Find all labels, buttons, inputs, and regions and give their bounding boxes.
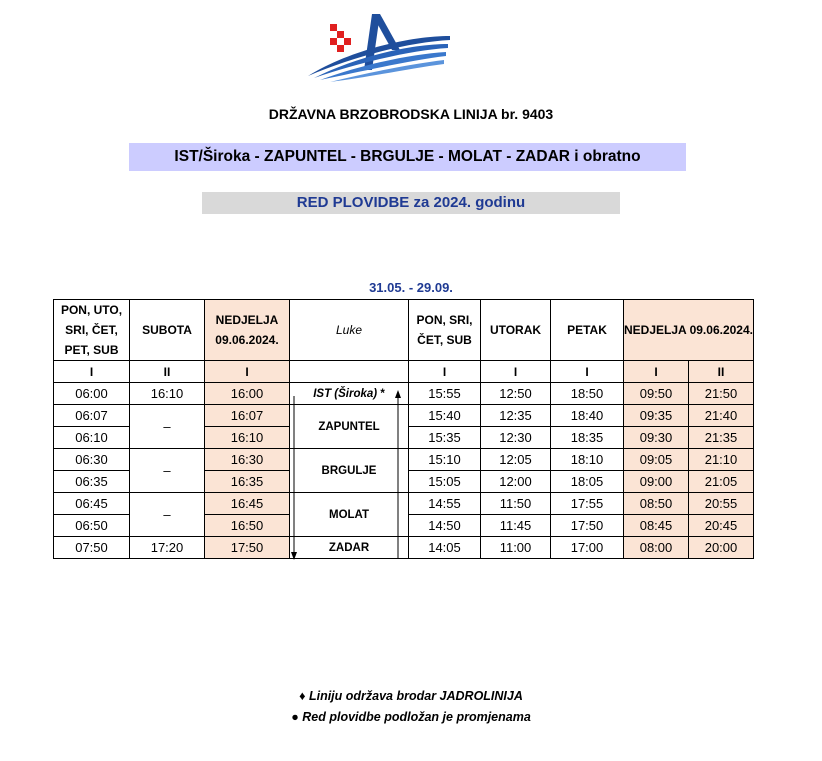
time-cell: 12:50 [481, 383, 551, 405]
time-cell: 16:30 [205, 449, 290, 471]
col-header-friday: PETAK [551, 300, 624, 361]
roman-numeral: II [130, 361, 205, 383]
col-header-ports: Luke [290, 300, 409, 361]
footnote-text: Liniju održava brodar JADROLINIJA [308, 689, 523, 703]
time-cell: 06:07 [54, 405, 130, 427]
time-cell: 16:50 [205, 515, 290, 537]
time-cell: 17:50 [205, 537, 290, 559]
time-cell: – [130, 493, 205, 537]
roman-numeral: I [54, 361, 130, 383]
checkerboard-icon [330, 24, 351, 52]
time-cell: 08:50 [624, 493, 689, 515]
roman-row [54, 361, 754, 383]
port-brgulje: BRGULJE [290, 449, 409, 493]
time-cell: 15:35 [409, 427, 481, 449]
time-cell: 06:30 [54, 449, 130, 471]
col-header-saturday: SUBOTA [130, 300, 205, 361]
time-cell: 07:50 [54, 537, 130, 559]
footnote-text: Red plovidbe podložan je promjenama [302, 710, 531, 724]
time-cell: 14:05 [409, 537, 481, 559]
time-cell: – [130, 405, 205, 449]
roman-numeral: II [689, 361, 754, 383]
time-cell: 09:35 [624, 405, 689, 427]
time-cell: 15:55 [409, 383, 481, 405]
roman-numeral: I [409, 361, 481, 383]
time-cell: 15:10 [409, 449, 481, 471]
schedule-title: RED PLOVIDBE za 2024. godinu [202, 192, 620, 214]
time-cell: 21:50 [689, 383, 754, 405]
bullet-icon: ● [291, 710, 299, 724]
time-cell: 06:35 [54, 471, 130, 493]
period-label: 31.05. - 29.09. [369, 280, 453, 295]
time-cell: 11:45 [481, 515, 551, 537]
port-molat: MOLAT [290, 493, 409, 537]
table-row [54, 405, 754, 427]
col-header-weekdays: PON, UTO, SRI, ČET, PET, SUB [54, 300, 130, 361]
time-cell: 12:35 [481, 405, 551, 427]
time-cell: 17:50 [551, 515, 624, 537]
time-cell: 12:00 [481, 471, 551, 493]
footnote-operator [0, 686, 822, 707]
time-cell: 21:05 [689, 471, 754, 493]
col-header-tuesday: UTORAK [481, 300, 551, 361]
time-cell: 18:10 [551, 449, 624, 471]
time-cell: 21:40 [689, 405, 754, 427]
time-cell: 20:00 [689, 537, 754, 559]
footnotes [0, 686, 822, 728]
time-cell: 09:05 [624, 449, 689, 471]
time-cell: 16:07 [205, 405, 290, 427]
time-cell: 17:20 [130, 537, 205, 559]
roman-numeral: I [205, 361, 290, 383]
time-cell: 21:10 [689, 449, 754, 471]
jadrolinija-logo [300, 10, 460, 85]
time-cell: 17:00 [551, 537, 624, 559]
time-cell: 09:30 [624, 427, 689, 449]
time-cell: 08:45 [624, 515, 689, 537]
port-label: IST (Široka) [313, 387, 378, 400]
header-row [54, 300, 754, 361]
time-cell: 16:45 [205, 493, 290, 515]
port-ist [290, 383, 409, 405]
asterisk-mark: * [380, 387, 385, 400]
time-cell: 16:00 [205, 383, 290, 405]
port-zapuntel: ZAPUNTEL [290, 405, 409, 449]
time-cell: 15:05 [409, 471, 481, 493]
diamond-icon: ♦ [299, 689, 306, 703]
time-cell: 18:50 [551, 383, 624, 405]
time-cell: 14:55 [409, 493, 481, 515]
time-cell: 18:05 [551, 471, 624, 493]
time-cell: 15:40 [409, 405, 481, 427]
time-cell: 06:45 [54, 493, 130, 515]
timetable [53, 299, 754, 559]
line-title: DRŽAVNA BRZOBRODSKA LINIJA br. 9403 [268, 106, 554, 122]
time-cell: – [130, 449, 205, 493]
time-cell: 12:05 [481, 449, 551, 471]
roman-numeral: I [481, 361, 551, 383]
time-cell: 18:35 [551, 427, 624, 449]
time-cell: 18:40 [551, 405, 624, 427]
time-cell: 06:50 [54, 515, 130, 537]
time-cell: 06:00 [54, 383, 130, 405]
time-cell: 20:45 [689, 515, 754, 537]
col-header-sunday-back: NEDJELJA 09.06.2024. [624, 300, 754, 361]
time-cell: 11:50 [481, 493, 551, 515]
table-row [54, 537, 754, 559]
time-cell: 17:55 [551, 493, 624, 515]
table-row [54, 493, 754, 515]
table-row [54, 383, 754, 405]
time-cell: 20:55 [689, 493, 754, 515]
time-cell: 06:10 [54, 427, 130, 449]
time-cell: 08:00 [624, 537, 689, 559]
route-bar: IST/Široka - ZAPUNTEL - BRGULJE - MOLAT - ZADAR i obratno [129, 143, 686, 171]
time-cell: 12:30 [481, 427, 551, 449]
roman-numeral: I [551, 361, 624, 383]
time-cell: 21:35 [689, 427, 754, 449]
table-row [54, 449, 754, 471]
time-cell: 16:10 [130, 383, 205, 405]
time-cell: 09:00 [624, 471, 689, 493]
time-cell: 09:50 [624, 383, 689, 405]
time-cell: 16:35 [205, 471, 290, 493]
time-cell: 11:00 [481, 537, 551, 559]
time-cell: 14:50 [409, 515, 481, 537]
col-header-sunday-out: NEDJELJA 09.06.2024. [205, 300, 290, 361]
col-header-mon-wed-thu-sat: PON, SRI, ČET, SUB [409, 300, 481, 361]
roman-numeral: I [624, 361, 689, 383]
roman-empty [290, 361, 409, 383]
footnote-changes [0, 707, 822, 728]
port-zadar: ZADAR [290, 537, 409, 559]
time-cell: 16:10 [205, 427, 290, 449]
